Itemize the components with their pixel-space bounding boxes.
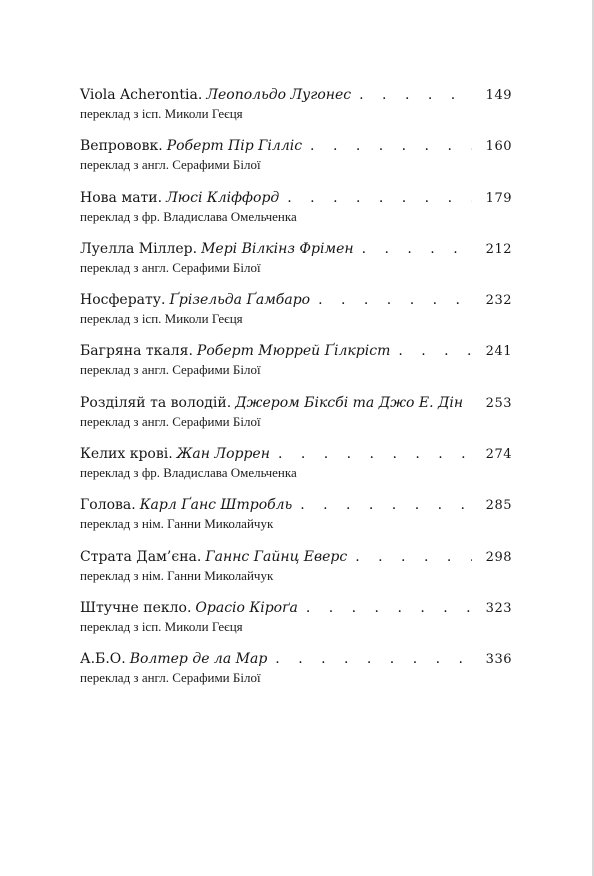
dot-leader [306,597,472,619]
page-number: 160 [485,139,512,155]
dot-leader [398,340,472,362]
toc-entry [80,392,512,443]
page-number: 149 [485,88,512,103]
translator-credit: переклад з ісп. Миколи Геєця [80,311,243,327]
toc-entry-heading [80,84,512,106]
story-title: Штучне пекло. [80,599,192,616]
story-author: Ґрізельда Ґамбаро [169,292,311,309]
toc-entry [80,238,512,289]
toc-entry [80,187,512,238]
translator-credit: переклад з англ. Серафими Білої [80,670,261,686]
translator-credit: переклад з ісп. Миколи Геєця [80,106,243,121]
toc-entry [80,340,512,391]
story-author: Роберт Мюррей Ґілкріст [196,343,391,360]
page-number: 232 [485,293,512,309]
dot-leader [310,135,472,157]
dot-leader [287,187,472,209]
dot-leader [362,238,472,260]
dot-leader [355,546,472,568]
toc-entry-heading [80,340,512,362]
dot-leader [318,289,472,311]
toc-entry [80,443,512,494]
translator-credit: переклад з ісп. Миколи Геєця [80,618,243,634]
page-number: 253 [485,395,512,411]
page-number: 179 [485,190,512,206]
translator-credit: переклад з фр. Владислава Омельченка [80,208,297,224]
toc-entry [80,289,512,340]
toc-entry [80,648,512,699]
toc-entry-heading [80,187,512,209]
dot-leader [300,494,472,516]
story-author: Леопольдо Лугонес [206,87,352,103]
toc-entry-heading [80,135,512,157]
page-number: 212 [485,241,512,257]
story-title: Багряна ткаля. [80,343,193,360]
translator-credit: переклад з англ. Серафими Білої [80,413,261,429]
toc-entry-heading [80,289,512,311]
story-author: Мері Вілкінз Фрімен [201,240,354,257]
story-author: Орасіо Кіроґа [195,599,298,616]
table-of-contents [80,84,512,700]
story-author: Ганнс Гайнц Еверс [205,548,348,565]
page-number: 323 [485,600,512,616]
toc-entry [80,494,512,545]
toc-entry [80,597,512,648]
toc-entry-heading [80,392,512,414]
story-title: Страта Дам’єна. [80,548,202,565]
dot-leader [278,443,472,465]
story-title: Носферату. [80,292,166,309]
toc-entry-heading [80,443,512,465]
translator-credit: переклад з англ. Серафими Білої [80,259,261,275]
story-title: Келих крові. [80,446,173,463]
story-author: Жан Лоррен [176,446,270,463]
translator-credit: переклад з нім. Ганни Миколайчук [80,516,274,532]
translator-credit: переклад з нім. Ганни Миколайчук [80,567,274,583]
translator-credit: переклад з фр. Владислава Омельченка [80,465,297,481]
story-author: Роберт Пір Гілліс [166,138,303,155]
story-title: Viola Acherontia. [80,87,203,103]
translator-credit: переклад з англ. Серафими Білої [80,157,261,173]
page-number: 274 [485,447,512,463]
toc-entry [80,84,512,135]
toc-entry-heading [80,597,512,619]
toc-entry-heading [80,494,512,516]
page-number: 298 [485,549,512,565]
story-author: Джером Біксбі та Джо Е. Дін [235,394,464,411]
page-number: 336 [485,652,512,668]
story-title: Вепрововк. [80,138,163,155]
toc-entry-heading [80,238,512,260]
dot-leader [359,84,472,106]
page-number: 241 [485,344,512,360]
toc-entry-heading [80,546,512,568]
story-title: А.Б.О. [80,651,126,668]
dot-leader [471,392,472,414]
story-author: Люсі Кліффорд [166,189,280,206]
page-number: 285 [485,498,512,514]
toc-entry-heading [80,648,512,670]
story-author: Волтер де ла Мар [129,651,268,668]
story-author: Карл Ґанс Штробль [139,497,293,514]
dot-leader [275,648,472,670]
story-title: Голова. [80,497,136,514]
toc-entry [80,135,512,186]
story-title: Нова мати. [80,189,163,206]
story-title: Розділяй та володій. [80,394,232,411]
story-title: Луелла Міллер. [80,240,198,257]
toc-entry [80,546,512,597]
translator-credit: переклад з англ. Серафими Білої [80,362,261,378]
